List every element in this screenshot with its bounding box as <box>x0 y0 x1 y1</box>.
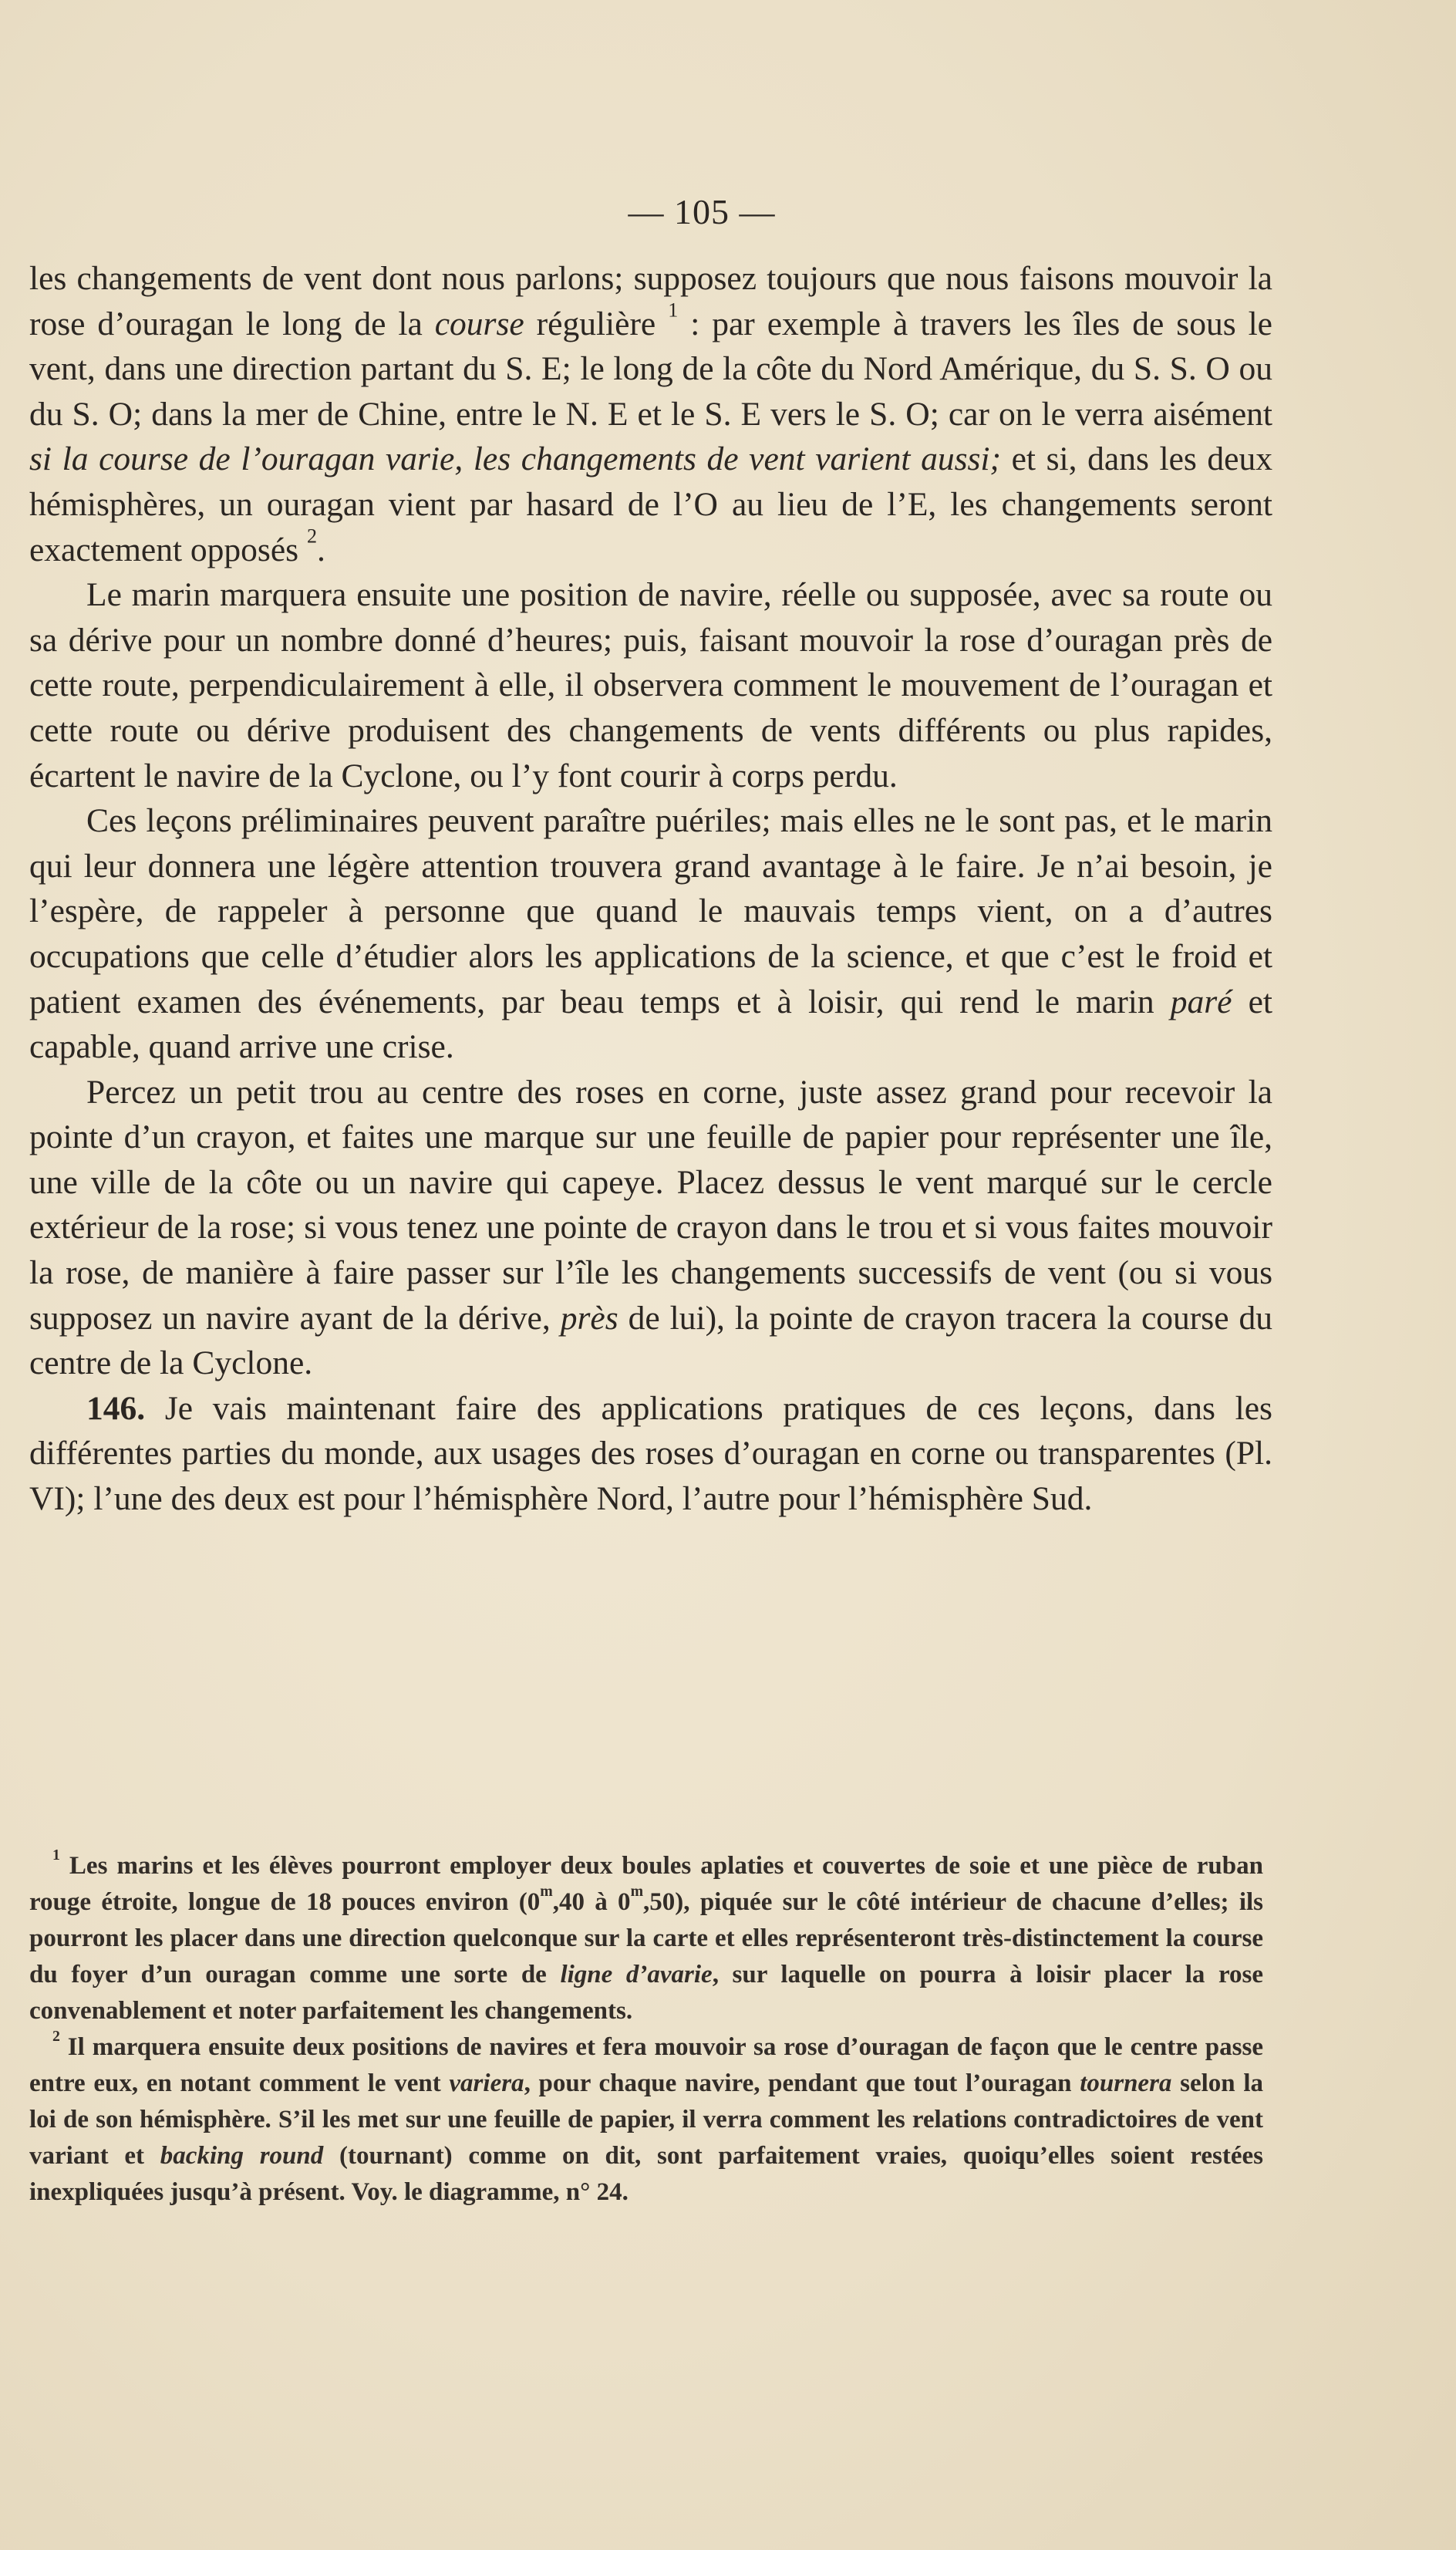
footnote-1: $^1$ Les marins et les élèves pourront employer deux boules aplaties et couvertes de soie et une pièce de ruban rouge étroite, longue de 18 pouces environ (0$^m$,40 à 0$^m$,50), piquée sur le côté intérieur de chacune d’elles; ils pourront les placer dans une direction quelconque sur la carte et elles représenteront très-distinctement la course du foyer d’un ouragan comme une sorte de ligne d’avarie, sur laquelle on pourra à loisir placer la rose convenablement et noter parfaitement les changements. <box>29 1847 1264 2025</box>
paragraph-4: Percez un petit trou au centre des roses en corne, juste assez grand pour recevoir la pointe d’un crayon, et faites une marque sur une feuille de papier pour représenter une île, une ville de la côte ou un navire qui capeye. Placez dessus le vent marqué sur le cercle extérieur de la rose; si vous tenez une pointe de crayon dans le trou et si vous faites mouvoir la rose, de manière à faire passer sur l’île les changements successifs de vent (ou si vous supposez un navire ayant de la dérive, près de lui), la pointe de crayon tracera la course du centre de la Cyclone. <box>29 1073 1272 1382</box>
paragraph-2: Le marin marquera ensuite une position de navire, réelle ou supposée, avec sa route ou sa dérive pour un nombre donné d’heures; puis, faisant mouvoir la rose d’ouragan près de cette route, perpendiculairement à elle, il observera comment le mouvement de l’ouragan et cette route ou dérive produisent des changements de vents différents ou plus rapides, écartent le navire de la Cyclone, ou l’y font courir à corps perdu. <box>29 576 1272 794</box>
footnote-ref-2: 2 <box>306 525 318 548</box>
footnotes <box>29 1848 1263 2211</box>
footnote-ref-1: 1 <box>668 299 679 322</box>
paragraph-1: les changements de vent dont nous parlons; supposez toujours que nous faisons mouvoir la rose d’ouragan le long de la course régulière $^1$ : par exemple à travers les îles de sous le vent, dans une direction partant du S. E; le long de la côte du Nord Amérique, du S. S. O ou du S. O; dans la mer de Chine, entre le N. E et le S. E vers le S. O; car on le verra aisément si la course de l’ouragan varie, les changements de vent varient aussi; et si, dans les deux hémisphères, un ouragan vient par hasard de l’O au lieu de l’E, les changements seront exactement opposés $^2$. <box>29 260 1272 568</box>
page-number: — 105 — <box>628 192 776 231</box>
section-number: 146. <box>86 1389 146 1427</box>
main-text <box>29 256 1272 1522</box>
paragraph-146: 146. Je vais maintenant faire des applications pratiques de ces leçons, dans les différentes parties du monde, aux usages des roses d’ouragan en corne ou transparentes (Pl. VI); l’une des deux est pour l’hémisphère Nord, l’autre pour l’hémisphère Sud. <box>29 1389 1272 1518</box>
footnote-2: $^2$ Il marquera ensuite deux positions de navires et fera mouvoir sa rose d’ouragan de façon que le centre passe entre eux, en notant comment le vent variera, pour chaque navire, pendant que tout l’ouragan tournera selon la loi de son hémisphère. S’il les met sur une feuille de papier, il verra comment les relations contradictoires de vent variant et backing round (tournant) comme on dit, sont parfaitement vraies, quoiqu’elles soient restées inexpliquées jusqu’à présent. Voy. le diagramme, n° 24. <box>29 2028 1263 2206</box>
paragraph-3: Ces leçons préliminaires peuvent paraître puériles; mais elles ne le sont pas, et le marin qui leur donnera une légère attention trouvera grand avantage à le faire. Je n’ai besoin, je l’espère, de rappeler à personne que quand le mauvais temps vient, on a d’autres occupations que celle d’étudier alors les applications de la science, et que c’est le froid et patient examen des événements, par beau temps et à loisir, qui rend le marin paré et capable, quand arrive une crise. <box>29 802 1272 1066</box>
